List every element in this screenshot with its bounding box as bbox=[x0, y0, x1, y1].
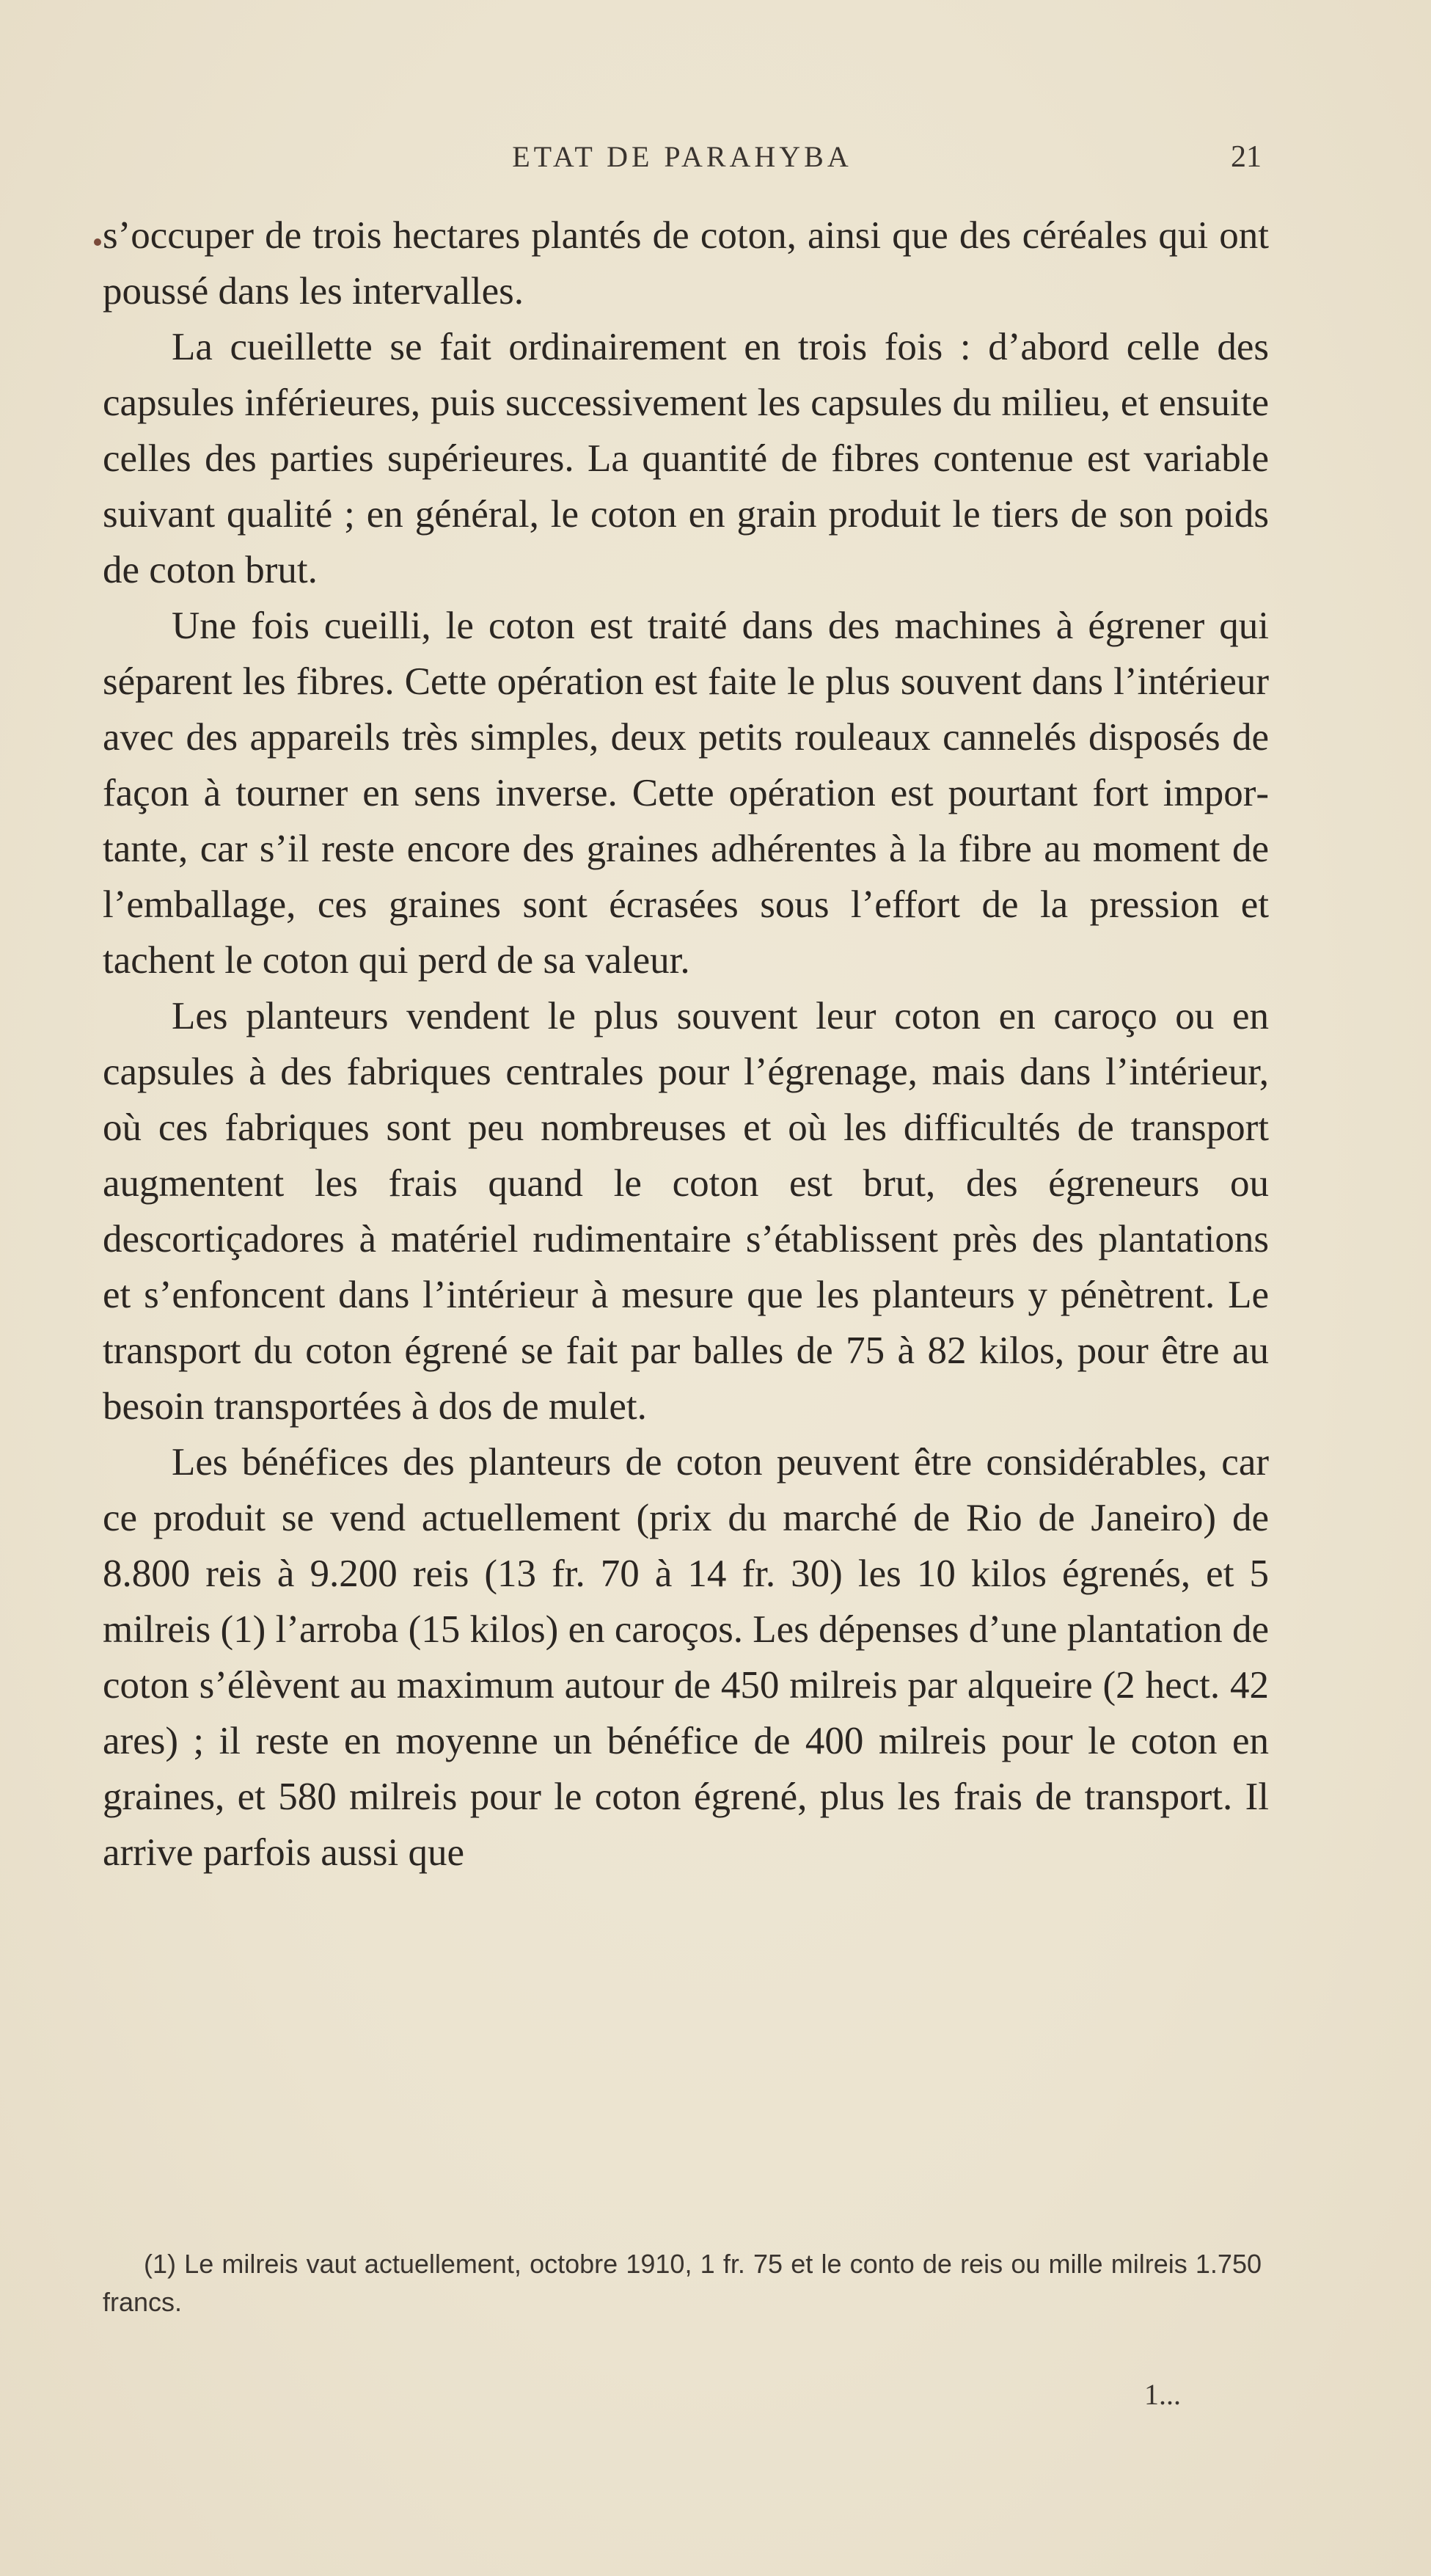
page-number: 21 bbox=[1231, 140, 1262, 174]
signature-mark: 1... bbox=[1144, 2378, 1181, 2411]
margin-mark-icon bbox=[94, 238, 101, 246]
running-title: ETAT DE PARAHYBA bbox=[512, 140, 852, 173]
paragraph-2: La cueillette se fait ordinairement en trois fois : d’abord celle des capsules inférieures, puis successivement les capsules du milieu, et ensuite celles des parties supérieures. La quantité de fibres contenue est variable suivant qualité ; en général, le coton en grain produit le tiers de son poids de coton brut. bbox=[103, 326, 1269, 591]
paragraph-4: Les planteurs vendent le plus souvent leur coton en caroço ou en capsules à des fabriques centrales pour l’égrenage, mais dans l’intérieur, où ces fabriques sont peu nombreuses et où les difficultés de transport augmentent les frais quand le coton est brut, des égreneurs ou descortiçadores à matériel rudimentaire s’établissent près des plantations et s’enfoncent dans l’intérieur à mesure que les planteurs y pénètrent. Le transport du coton égrené se fait par balles de 75 à 82 kilos, pour être au besoin transportées à dos de mulet. bbox=[103, 995, 1269, 1428]
body-text bbox=[103, 208, 1269, 1880]
footnote: (1) Le milreis vaut actuellement, octobre 1910, 1 fr. 75 et le conto de reis ou mille milreis 1.750 francs. bbox=[103, 2249, 1262, 2317]
paragraph-3: Une fois cueilli, le coton est traité dans des machines à égrener qui séparent les fibres. Cette opération est faite le plus souvent dans l’intérieur avec des appareils très simples, deux petits rouleaux cannelés disposés de façon à tourner en sens inverse. Cette opération est pourtant fort importante, car s’il reste encore des graines adhérentes à la fibre au moment de l’emballage, ces graines sont écrasées sous l’effort de la pression et tachent le coton qui perd de sa valeur. bbox=[103, 605, 1269, 982]
paragraph-1: s’occuper de trois hectares plantés de coton, ainsi que des céréales qui ont poussé dans les intervalles. bbox=[103, 214, 1269, 313]
page-header bbox=[103, 139, 1262, 183]
paragraph-5: Les bénéfices des planteurs de coton peuvent être considérables, car ce produit se vend actuellement (prix du marché de Rio de Janeiro) de 8.800 reis à 9.200 reis (13 fr. 70 à 14 fr. 30) les 10 kilos égrenés, et 5 milreis (1) l’arroba (15 kilos) en caroços. Les dépenses d’une plantation de coton s’élèvent au maximum autour de 450 milreis par alqueire (2 hect. 42 ares) ; il reste en moyenne un bénéfice de 400 milreis pour le coton en graines, et 580 milreis pour le coton égrené, plus les frais de transport. Il arrive parfois aussi que bbox=[103, 1441, 1269, 1874]
